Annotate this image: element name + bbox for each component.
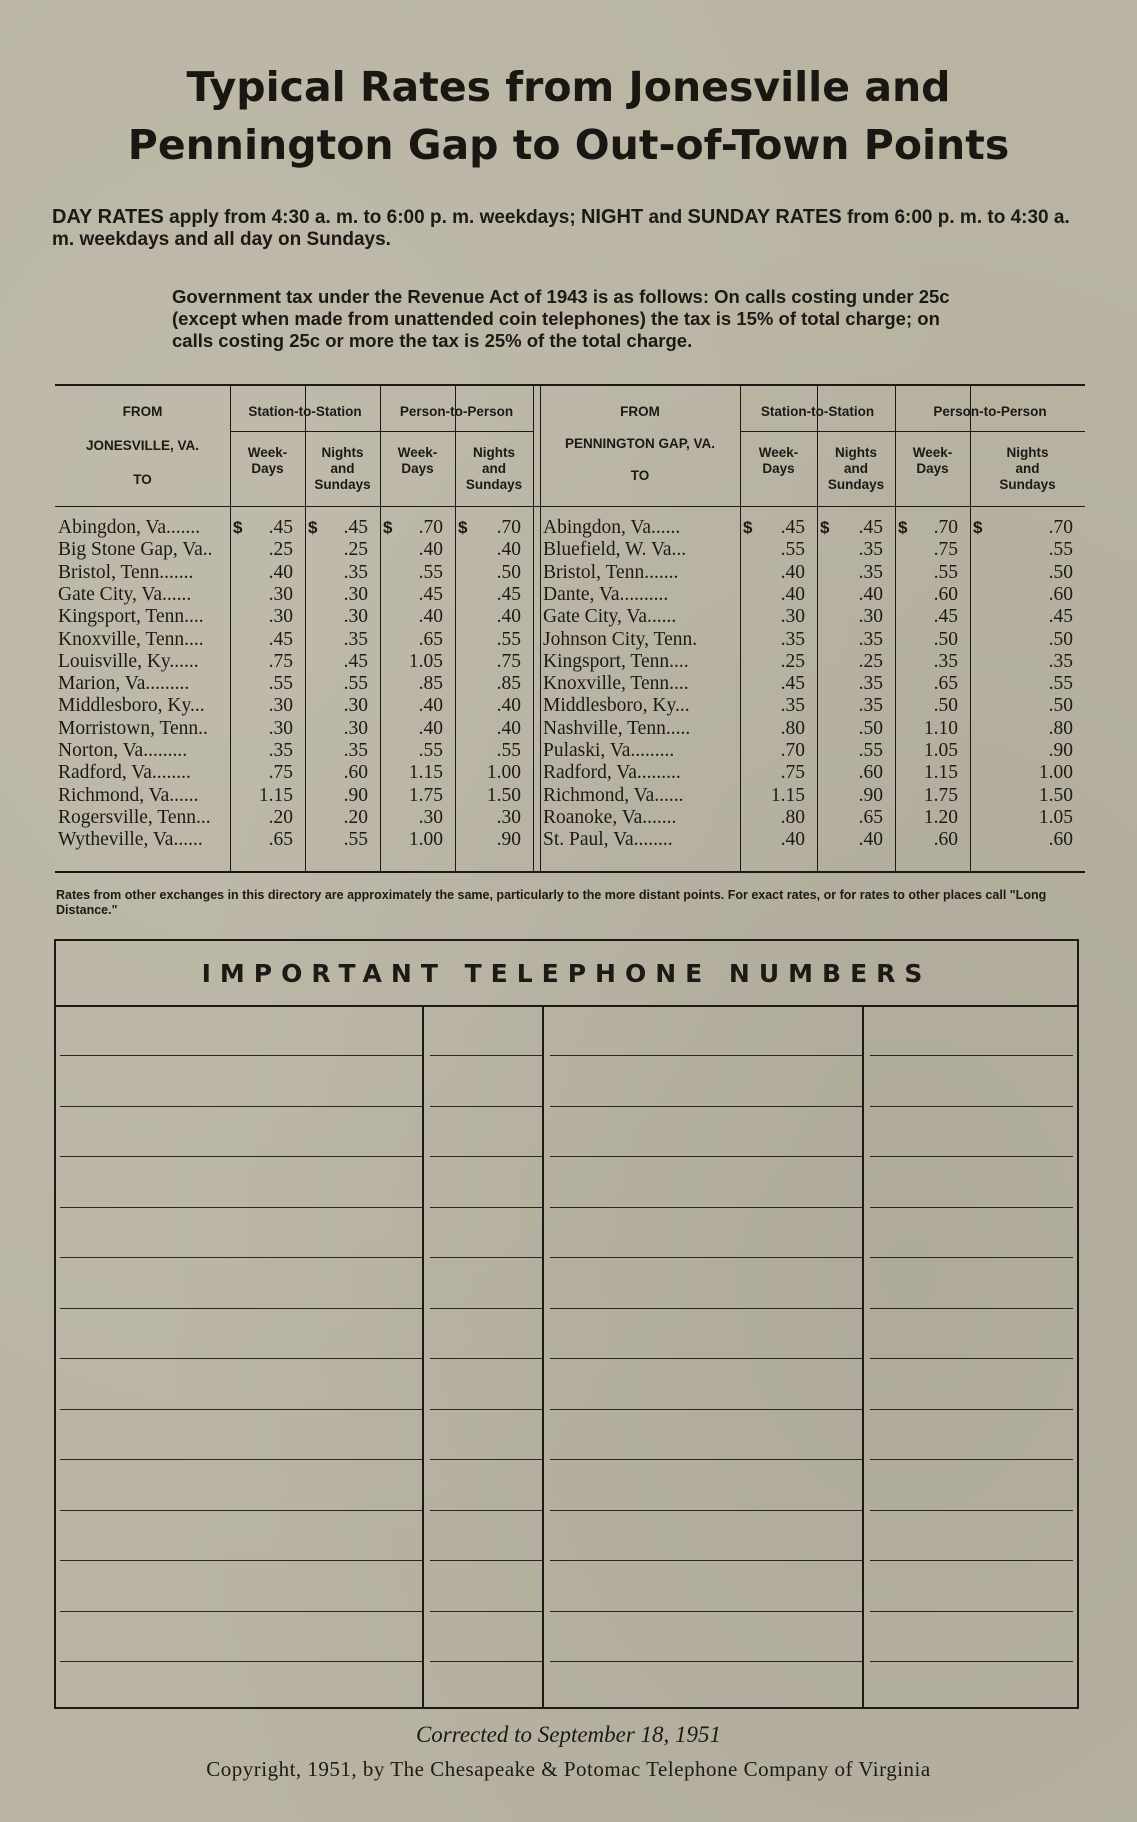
right-rate-value: .80: [780, 717, 805, 739]
right-rate-value: .75: [780, 762, 805, 784]
entry-rule: [60, 1055, 422, 1056]
group-header-rule: [230, 431, 533, 432]
entry-rule: [60, 1308, 422, 1309]
right-rate-row: [55, 695, 1085, 717]
right-destination-city: Middlesboro, Ky...: [543, 695, 690, 717]
left-rate-value: .55: [496, 740, 521, 761]
night-label: NIGHT: [580, 206, 644, 228]
left-rate-value: .45: [418, 583, 443, 605]
right-destination-city: Pulaski, Va.........: [543, 740, 675, 761]
entry-rule: [60, 1510, 422, 1511]
left-destination-city: Abingdon, Va.......: [58, 517, 201, 538]
right-rate-row: [55, 629, 1085, 651]
rate-hours-note: [52, 206, 1092, 251]
right-rate-value: .60: [1048, 829, 1073, 851]
right-rate-value: .55: [933, 561, 958, 583]
right-rate-row: [55, 539, 1085, 561]
left-destination-city: Richmond, Va......: [58, 784, 199, 806]
right-rate-row: [55, 740, 1085, 762]
sunday-rates-label: SUNDAY RATES: [687, 206, 842, 228]
right-rate-value: .75: [933, 539, 958, 561]
entry-rule: [430, 1308, 542, 1309]
entry-rule: [870, 1358, 1073, 1359]
right-rate-value: .45: [933, 606, 958, 628]
entry-rule: [550, 1560, 862, 1561]
left-rate-value: .40: [496, 606, 521, 628]
right-from-label: FROM: [620, 404, 660, 419]
entry-rule: [60, 1358, 422, 1359]
right-rate-value: 1.05: [1038, 806, 1073, 828]
right-destination-city: St. Paul, Va........: [543, 829, 673, 851]
left-rate-value: .40: [496, 717, 521, 739]
tax-note: Government tax under the Revenue Act of 1943 is as follows: On calls costing under 25c (except when made from unattended coin telephones) the tax is 15% of total charge; on calls costing 25c or more the tax is 25% of the total charge.: [172, 286, 950, 351]
right-rate-row: [55, 584, 1085, 606]
title-line-1: Typical Rates from Jonesville and: [186, 63, 951, 111]
left-station-group: Station-to-Station: [248, 404, 362, 419]
right-rate-value: .25: [780, 650, 805, 672]
right-rate-value: .35: [858, 561, 883, 583]
entry-rule: [430, 1207, 542, 1208]
group-header-rule: [740, 431, 1085, 432]
right-rate-value: 1.00: [1038, 762, 1073, 784]
right-destination-city: Gate City, Va......: [543, 606, 677, 628]
other-exchanges-note: Rates from other exchanges in this directory are approximately the same, particularly to the more distant points. For exact rates, or for rates to other places call "Long Distance.": [56, 888, 1047, 917]
left-rate-value: .85: [496, 673, 521, 695]
entry-rule: [60, 1106, 422, 1107]
right-rate-value: .55: [1048, 673, 1073, 695]
entry-rule: [60, 1207, 422, 1208]
entry-rule: [60, 1661, 422, 1662]
right-rate-value: .45: [780, 517, 805, 538]
entry-rule: [60, 1459, 422, 1460]
left-rate-value: 1.75: [408, 784, 443, 806]
left-rate-value: .45: [343, 650, 368, 672]
right-rate-value: .45: [780, 673, 805, 695]
dollar-sign: $: [383, 518, 393, 537]
left-rate-value: .30: [343, 583, 368, 605]
left-rate-value: 1.05: [408, 650, 443, 672]
left-rate-value: .30: [268, 695, 293, 717]
left-rate-value: 1.50: [486, 784, 521, 806]
right-rate-value: .50: [1048, 561, 1073, 583]
entry-rule: [870, 1156, 1073, 1157]
right-destination-city: Knoxville, Tenn....: [543, 673, 689, 695]
dollar-sign: $: [233, 518, 243, 537]
right-rate-value: 1.15: [923, 762, 958, 784]
right-rate-value: .60: [933, 583, 958, 605]
right-destination-city: Johnson City, Tenn.: [543, 628, 698, 650]
left-rate-value: .40: [418, 606, 443, 628]
entry-rule: [430, 1409, 542, 1410]
left-destination-city: Knoxville, Tenn....: [58, 628, 204, 650]
numbers-entry-line[interactable]: [60, 1106, 1073, 1107]
entry-rule: [870, 1459, 1073, 1460]
numbers-entry-line[interactable]: [60, 1156, 1073, 1157]
entry-rule: [870, 1106, 1073, 1107]
left-rate-value: .45: [496, 583, 521, 605]
left-rate-value: .55: [343, 829, 368, 851]
right-rate-row: [55, 762, 1085, 784]
right-rate-value: .70: [780, 740, 805, 761]
left-rate-value: .70: [496, 517, 521, 538]
right-rate-value: .50: [1048, 628, 1073, 650]
dollar-sign: $: [973, 518, 983, 537]
right-rate-value: .55: [1048, 539, 1073, 561]
right-rate-value: .65: [858, 806, 883, 828]
right-rate-value: .35: [780, 695, 805, 717]
right-destination-city: Dante, Va..........: [543, 583, 669, 605]
left-destination-city: Louisville, Ky......: [58, 650, 199, 672]
entry-rule: [60, 1611, 422, 1612]
numbers-entry-line[interactable]: [60, 1510, 1073, 1511]
right-destination-city: Roanoke, Va.......: [543, 806, 677, 828]
entry-rule: [550, 1661, 862, 1662]
right-rate-value: .50: [933, 695, 958, 717]
dollar-sign: $: [820, 518, 830, 537]
entry-rule: [550, 1055, 862, 1056]
left-station-weekdays: Week- Days: [247, 445, 288, 476]
left-destination-city: Marion, Va.........: [58, 673, 190, 695]
entry-rule: [870, 1308, 1073, 1309]
numbers-entry-line[interactable]: [60, 1207, 1073, 1208]
entry-rule: [60, 1409, 422, 1410]
left-rate-value: .35: [343, 740, 368, 761]
entry-rule: [550, 1257, 862, 1258]
right-rate-value: .40: [780, 561, 805, 583]
right-rate-value: .50: [933, 628, 958, 650]
right-person-nights: Nights and Sundays: [999, 445, 1056, 492]
right-destination-city: Bristol, Tenn.......: [543, 561, 679, 583]
left-city-label: JONESVILLE, VA.: [85, 438, 200, 453]
left-person-nights: Nights and Sundays: [465, 445, 523, 492]
important-numbers-title: IMPORTANT TELEPHONE NUMBERS: [201, 959, 932, 988]
entry-rule: [430, 1156, 542, 1157]
corrected-date: Corrected to September 18, 1951: [415, 1722, 722, 1747]
left-destination-city: Kingsport, Tenn....: [58, 606, 204, 628]
left-destination-city: Gate City, Va......: [58, 583, 192, 605]
right-destination-city: Nashville, Tenn.....: [543, 717, 691, 739]
left-rate-value: .40: [418, 717, 443, 739]
left-rate-value: .65: [418, 628, 443, 650]
header-bottom-rule: [55, 506, 1085, 507]
left-destination-city: Big Stone Gap, Va..: [58, 539, 213, 561]
important-numbers-box: [54, 939, 1079, 1709]
right-rate-value: .50: [1048, 695, 1073, 717]
left-rate-value: .35: [343, 561, 368, 583]
right-destination-city: Radford, Va.........: [543, 762, 681, 784]
left-to-label: TO: [133, 472, 152, 487]
left-rate-value: .50: [496, 561, 521, 583]
left-rate-value: .60: [343, 762, 368, 784]
dollar-sign: $: [458, 518, 468, 537]
right-rate-value: .25: [858, 650, 883, 672]
right-rate-value: .35: [858, 628, 883, 650]
left-rate-value: .30: [496, 806, 521, 828]
entry-rule: [870, 1207, 1073, 1208]
right-rate-value: .30: [780, 606, 805, 628]
left-destination-city: Norton, Va.........: [58, 740, 188, 761]
left-rate-value: .40: [418, 695, 443, 717]
left-rate-value: .30: [268, 606, 293, 628]
day-rates-label: DAY RATES: [52, 206, 164, 228]
left-rate-value: .75: [496, 650, 521, 672]
right-rate-value: .35: [933, 650, 958, 672]
left-rate-value: .30: [343, 695, 368, 717]
right-rate-value: 1.50: [1038, 784, 1073, 806]
right-rate-value: .35: [858, 673, 883, 695]
right-rate-row: [55, 673, 1085, 695]
right-rate-value: .40: [780, 829, 805, 851]
right-destination-city: Kingsport, Tenn....: [543, 650, 689, 672]
entry-rule: [60, 1560, 422, 1561]
entry-rule: [430, 1055, 542, 1056]
left-rate-value: .20: [268, 806, 293, 828]
numbers-entry-line[interactable]: [60, 1358, 1073, 1359]
page-title: [0, 58, 1137, 174]
right-rate-value: 1.15: [770, 784, 805, 806]
entry-rule: [430, 1560, 542, 1561]
left-rate-value: .70: [418, 517, 443, 538]
left-rate-value: .40: [418, 539, 443, 561]
right-rate-value: .90: [1048, 740, 1073, 761]
dollar-sign: $: [743, 518, 753, 537]
left-from-label: FROM: [122, 404, 163, 419]
entry-rule: [60, 1156, 422, 1157]
right-rate-value: .60: [858, 762, 883, 784]
left-rate-value: 1.00: [486, 762, 521, 784]
right-rate-row: [55, 718, 1085, 740]
entry-rule: [430, 1459, 542, 1460]
right-rate-value: .35: [780, 628, 805, 650]
title-line-2: Pennington Gap to Out-of-Town Points: [127, 121, 1010, 169]
left-rate-value: 1.00: [408, 829, 443, 851]
left-destination-city: Middlesboro, Ky...: [58, 695, 205, 717]
right-rate-value: .45: [1048, 606, 1073, 628]
left-rate-value: .75: [268, 762, 293, 784]
left-destination-city: Morristown, Tenn..: [58, 717, 208, 739]
numbers-rows: [56, 1007, 1077, 1707]
left-rate-value: .20: [343, 806, 368, 828]
entry-rule: [550, 1207, 862, 1208]
entry-rule: [870, 1409, 1073, 1410]
left-rate-value: .40: [496, 695, 521, 717]
left-rate-value: .55: [496, 628, 521, 650]
left-destination-city: Radford, Va........: [58, 762, 191, 784]
entry-rule: [870, 1661, 1073, 1662]
entry-rule: [430, 1358, 542, 1359]
right-city-label: PENNINGTON GAP, VA.: [564, 436, 716, 451]
entry-rule: [550, 1459, 862, 1460]
entry-rule: [870, 1560, 1073, 1561]
left-destination-city: Rogersville, Tenn...: [58, 806, 211, 828]
right-rate-value: .70: [933, 517, 958, 538]
left-rate-value: .85: [418, 673, 443, 695]
left-rate-value: .35: [343, 628, 368, 650]
numbers-entry-line[interactable]: [60, 1055, 1073, 1056]
numbers-entry-line[interactable]: [60, 1661, 1073, 1662]
right-destination-city: Abingdon, Va......: [543, 517, 681, 538]
right-rate-row: [55, 606, 1085, 628]
right-rate-row: [55, 651, 1085, 673]
entry-rule: [60, 1257, 422, 1258]
entry-rule: [550, 1409, 862, 1410]
numbers-entry-line[interactable]: [60, 1409, 1073, 1410]
dollar-sign: $: [308, 518, 318, 537]
numbers-entry-line[interactable]: [60, 1611, 1073, 1612]
left-rate-value: .65: [268, 829, 293, 851]
left-rate-value: .45: [343, 517, 368, 538]
entry-rule: [870, 1510, 1073, 1511]
entry-rule: [430, 1257, 542, 1258]
right-rate-value: .30: [858, 606, 883, 628]
right-rate-value: .45: [858, 517, 883, 538]
left-station-nights: Nights and Sundays: [314, 445, 371, 492]
left-rate-value: .55: [268, 673, 293, 695]
numbers-entry-line[interactable]: [60, 1560, 1073, 1561]
right-rate-value: .80: [1048, 717, 1073, 739]
left-rate-value: .30: [268, 583, 293, 605]
entry-rule: [550, 1611, 862, 1612]
entry-rule: [430, 1661, 542, 1662]
left-rate-value: .55: [418, 561, 443, 583]
right-destination-city: Bluefield, W. Va...: [543, 539, 687, 561]
left-rate-value: .35: [268, 740, 293, 761]
right-rate-value: .60: [1048, 583, 1073, 605]
entry-rule: [550, 1156, 862, 1157]
day-rates-text: apply from 4:30 a. m. to 6:00 p. m. weekdays;: [163, 207, 581, 228]
entry-rule: [430, 1106, 542, 1107]
right-rate-value: .60: [933, 829, 958, 851]
left-rate-value: .40: [268, 561, 293, 583]
entry-rule: [870, 1257, 1073, 1258]
left-person-weekdays: Week- Days: [397, 445, 438, 476]
left-rate-value: .55: [343, 673, 368, 695]
right-rate-row: [55, 562, 1085, 584]
numbers-entry-line[interactable]: [60, 1459, 1073, 1460]
left-rate-value: .45: [268, 517, 293, 538]
entry-rule: [550, 1358, 862, 1359]
right-rate-row: [55, 829, 1085, 851]
right-rate-value: .35: [1048, 650, 1073, 672]
entry-rule: [550, 1308, 862, 1309]
night-rates-text: from 6:00 p. m. to 4:30 a. m. weekdays and all day on Sundays.: [52, 207, 1070, 250]
left-rate-value: 1.15: [258, 784, 293, 806]
right-rate-row: [55, 807, 1085, 829]
right-station-group: Station-to-Station: [760, 404, 875, 419]
right-rate-value: 1.75: [923, 784, 958, 806]
entry-rule: [870, 1611, 1073, 1612]
left-rate-value: .55: [418, 740, 443, 761]
right-person-weekdays: Week- Days: [912, 445, 953, 476]
right-rate-value: .55: [780, 539, 805, 561]
left-rate-value: .90: [343, 784, 368, 806]
left-rate-value: .90: [496, 829, 521, 851]
right-rate-value: 1.10: [923, 717, 958, 739]
copyright-line: Copyright, 1951, by The Chesapeake & Potomac Telephone Company of Virginia: [206, 1757, 931, 1781]
rates-table: [55, 384, 1085, 873]
right-rate-value: .80: [780, 806, 805, 828]
entry-rule: [550, 1510, 862, 1511]
right-rate-row: [55, 517, 1085, 539]
left-rate-value: .30: [343, 606, 368, 628]
left-rate-value: .30: [268, 717, 293, 739]
right-station-nights: Nights and Sundays: [827, 445, 885, 492]
entry-rule: [550, 1106, 862, 1107]
right-person-group: Person-to-Person: [933, 404, 1047, 419]
numbers-entry-line[interactable]: [60, 1257, 1073, 1258]
right-rate-value: .65: [933, 673, 958, 695]
right-rate-value: .90: [858, 784, 883, 806]
right-rate-value: .35: [858, 539, 883, 561]
right-rate-value: .40: [858, 829, 883, 851]
left-person-group: Person-to-Person: [399, 404, 514, 419]
entry-rule: [430, 1510, 542, 1511]
left-rate-value: .75: [268, 650, 293, 672]
numbers-entry-line[interactable]: [60, 1308, 1073, 1309]
right-rate-row: [55, 785, 1085, 807]
left-rate-value: .40: [496, 539, 521, 561]
right-rate-value: 1.20: [923, 806, 958, 828]
left-rate-value: .30: [343, 717, 368, 739]
right-rate-value: .40: [780, 583, 805, 605]
entry-rule: [430, 1611, 542, 1612]
right-rate-value: 1.05: [923, 740, 958, 761]
right-to-label: TO: [630, 468, 650, 483]
left-destination-city: Wytheville, Va......: [58, 829, 203, 851]
left-rate-value: .30: [418, 806, 443, 828]
right-destination-city: Richmond, Va......: [543, 784, 684, 806]
dollar-sign: $: [898, 518, 908, 537]
right-rate-value: .50: [858, 717, 883, 739]
right-rate-value: .35: [858, 695, 883, 717]
entry-rule: [870, 1055, 1073, 1056]
left-rate-value: .25: [268, 539, 293, 561]
right-station-weekdays: Week- Days: [758, 445, 799, 476]
left-rate-value: .45: [268, 628, 293, 650]
and-text: and: [643, 207, 688, 228]
right-rate-value: .40: [858, 583, 883, 605]
right-rate-value: .55: [858, 740, 883, 761]
left-rate-value: 1.15: [408, 762, 443, 784]
left-rate-value: .25: [343, 539, 368, 561]
right-rate-value: .70: [1048, 517, 1073, 538]
left-destination-city: Bristol, Tenn.......: [58, 561, 194, 583]
